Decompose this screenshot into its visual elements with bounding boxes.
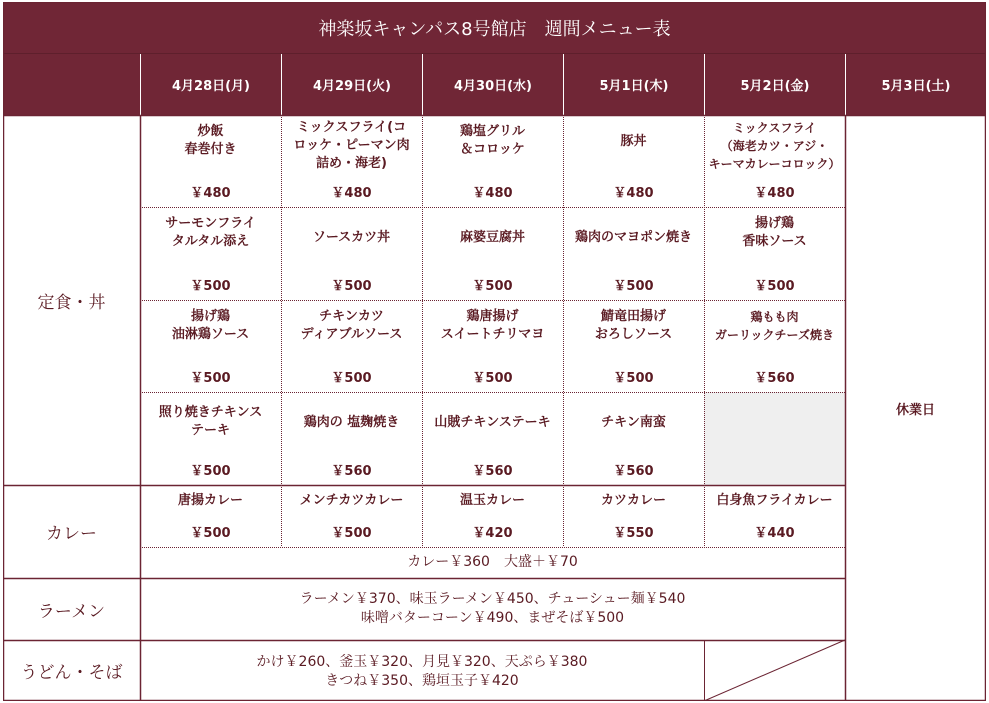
category-curry: カレー (46, 524, 97, 544)
dish-price: ￥480 (472, 186, 513, 201)
dish-name: 豚丼 (620, 134, 647, 149)
dish-price: ￥420 (472, 526, 513, 541)
dish-name: 揚げ鶏 油淋鶏ソース (171, 309, 250, 342)
ramen-line: 味噌バターコーン￥490、まぜそば￥500 (360, 610, 625, 626)
dish-price: ￥500 (472, 279, 513, 294)
dish-name: 鶏塩グリル ＆コロッケ (459, 124, 525, 157)
closed-day-label: 休業日 (895, 402, 935, 418)
dish-price: ￥560 (331, 464, 372, 479)
dish-price: ￥480 (754, 186, 795, 201)
header-day-fri: 5月2日(金) (704, 54, 845, 115)
dish-price: ￥500 (472, 371, 513, 386)
menu-sheet (3, 2, 986, 701)
dish-name: 山賊チキンステーキ (434, 415, 551, 430)
dish-name: チキン南蛮 (601, 415, 666, 430)
header-day-mon: 4月28日(月) (140, 54, 281, 115)
header-day-tue: 4月29日(火) (281, 54, 422, 115)
dish-price: ￥560 (472, 464, 513, 479)
dish-price: ￥500 (331, 279, 372, 294)
header-day-sat: 5月3日(土) (845, 54, 986, 115)
dish-price: ￥480 (190, 186, 231, 201)
curry-note-text: カレー￥360 大盛＋￥70 (407, 554, 578, 570)
dish-name: 鶏唐揚げ スイートチリマヨ (440, 309, 545, 342)
dish-price: ￥560 (613, 464, 654, 479)
table-grid (3, 2, 986, 701)
dish-price: ￥480 (613, 186, 654, 201)
dish-name: チキンカツ ディアブルソース (300, 309, 403, 342)
category-udon: うどん・そば (20, 663, 123, 683)
udon-line: きつね￥350、鶏垣玉子￥420 (325, 673, 519, 689)
dish-name: 鶏肉の 塩麹焼き (303, 415, 400, 430)
dish-price: ￥500 (331, 371, 372, 386)
dish-price: ￥500 (754, 279, 795, 294)
dish-price: ￥500 (190, 464, 231, 479)
header-day-thu: 5月1日(木) (563, 54, 704, 115)
dish-name: ミックスフライ （海老カツ・アジ・ キーマカレーコロック） (708, 121, 841, 171)
dish-price: ￥500 (613, 371, 654, 386)
dish-name: メンチカツカレー (299, 493, 404, 508)
dish-name: 揚げ鶏 香味ソース (742, 216, 807, 249)
header-day-wed: 4月30日(水) (422, 54, 563, 115)
category-ramen: ラーメン (37, 601, 106, 622)
dish-name: 温玉カレー (459, 493, 525, 508)
dish-price: ￥550 (613, 526, 654, 541)
udon-line: かけ￥260、釜玉￥320、月見￥320、天ぷら￥380 (256, 654, 588, 670)
dish-price: ￥500 (190, 279, 231, 294)
dish-name: 麻婆豆腐丼 (459, 230, 525, 245)
dish-name: 唐揚カレー (177, 493, 243, 508)
menu-title: 神楽坂キャンパス8号館店 週間メニュー表 (3, 2, 986, 54)
dish-price: ￥480 (331, 186, 372, 201)
dish-name: 照り焼きチキンス テーキ (158, 405, 263, 438)
dish-name: ミックスフライ(コ ロッケ・ピーマン肉 詰め・海老) (293, 120, 410, 171)
dish-price: ￥500 (190, 371, 231, 386)
dish-price: ￥560 (754, 371, 795, 386)
dish-name: 炒飯 春巻付き (184, 124, 237, 157)
dish-name: 鯖竜田揚げ おろしソース (594, 309, 673, 342)
ramen-line: ラーメン￥370、味玉ラーメン￥450、チューシュー麺￥540 (299, 591, 686, 607)
dish-name: 鶏肉のマヨポン焼き (574, 230, 692, 245)
dish-price: ￥440 (754, 526, 795, 541)
dish-price: ￥500 (190, 526, 231, 541)
dish-name: ソースカツ丼 (312, 230, 391, 245)
dish-price: ￥500 (331, 526, 372, 541)
dish-name: カツカレー (600, 493, 666, 508)
dish-name: 白身魚フライカレー (716, 493, 833, 508)
dish-name: サーモンフライ タルタル添え (165, 216, 256, 249)
category-teishoku: 定食・丼 (37, 292, 106, 313)
dish-price: ￥500 (613, 279, 654, 294)
dish-name: 鶏もも肉 ガーリックチーズ焼き (715, 310, 834, 342)
